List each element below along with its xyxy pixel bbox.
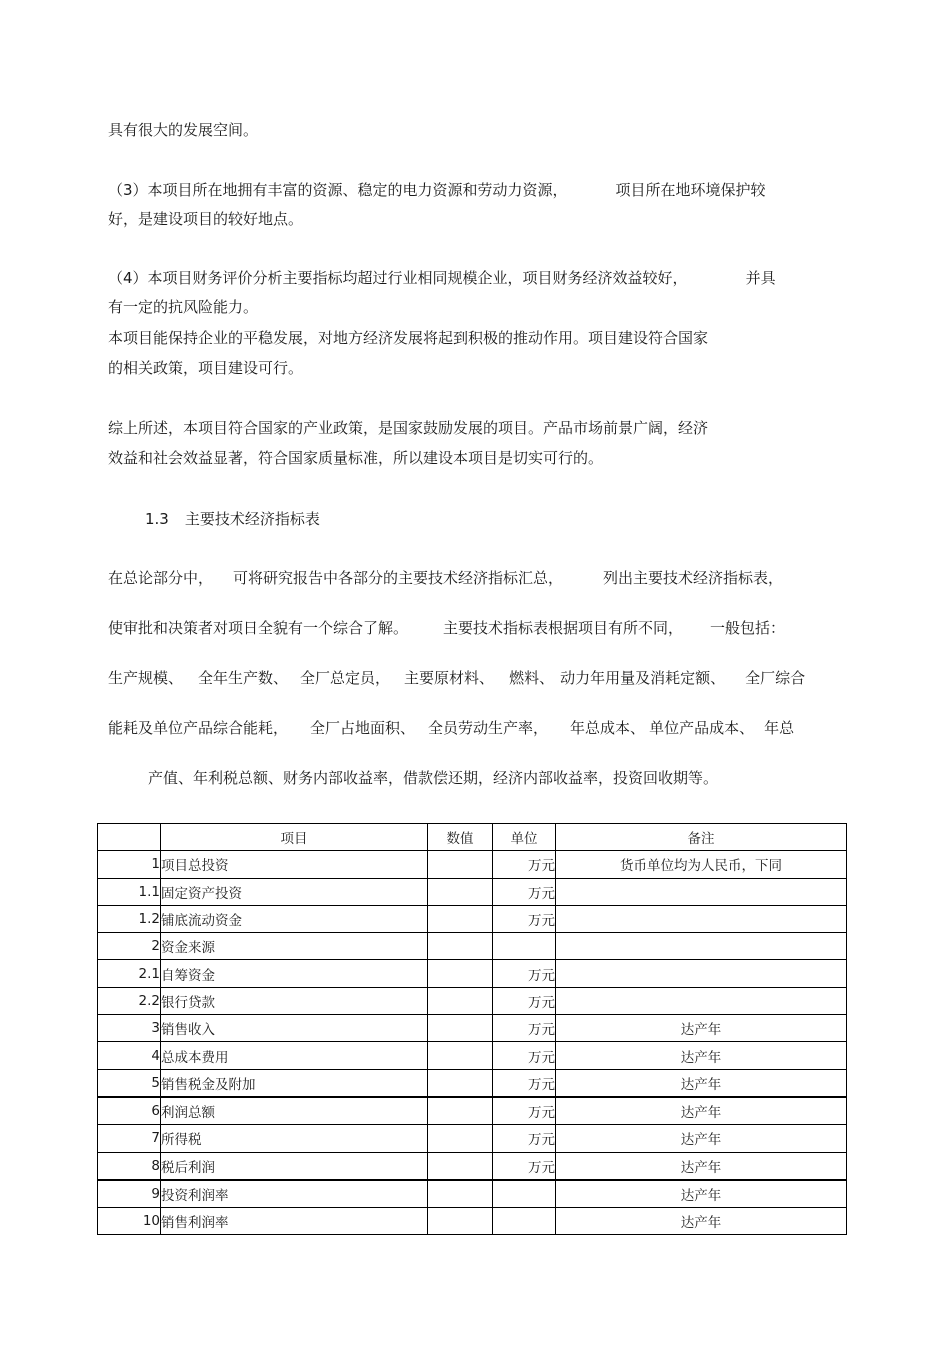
row-note-cell: 达产年 (556, 1069, 847, 1097)
row-unit-cell: 万元 (493, 851, 556, 878)
text-segment: 全员劳动生产率， (428, 719, 549, 737)
paragraph-line: 效益和社会效益显著，符合国家质量标准，所以建设本项目是切实可行的。 (108, 449, 604, 467)
body-line (108, 618, 785, 638)
text-segment: 生产规模、 (108, 669, 184, 687)
text-segment: （4）本项目财务评价分析主要指标均超过行业相同规模企业，项目财务经济效益较好， (108, 269, 688, 287)
text-segment: 可将研究报告中各部分的主要技术经济指标汇总， (233, 569, 564, 587)
row-value-cell (428, 1125, 493, 1152)
row-item-cell: 销售利润率 (161, 1208, 428, 1235)
row-note-cell: 达产年 (556, 1097, 847, 1125)
header-cell-note: 备注 (556, 824, 847, 851)
row-value-cell (428, 960, 493, 987)
row-number-cell: 8 (98, 1152, 161, 1180)
table-row (98, 1152, 847, 1180)
text-segment: 全厂总定员， (300, 669, 391, 687)
row-item-cell: 销售收入 (161, 1015, 428, 1042)
row-note-cell: 货币单位均为人民币，下同 (556, 851, 847, 878)
row-note-cell (556, 933, 847, 960)
row-unit-cell: 万元 (493, 1152, 556, 1180)
row-unit-cell: 万元 (493, 1015, 556, 1042)
row-number-cell: 6 (98, 1097, 161, 1125)
table-row (98, 1125, 847, 1152)
table-header-row (98, 824, 847, 851)
row-value-cell (428, 1180, 493, 1208)
row-item-cell: 总成本费用 (161, 1042, 428, 1069)
row-value-cell (428, 933, 493, 960)
row-note-cell (556, 905, 847, 932)
row-note-cell (556, 878, 847, 905)
row-number-cell: 2 (98, 933, 161, 960)
row-item-cell: 铺底流动资金 (161, 905, 428, 932)
row-item-cell: 利润总额 (161, 1097, 428, 1125)
row-number-cell: 1 (98, 851, 161, 878)
row-number-cell: 2.1 (98, 960, 161, 987)
text-segment: 年总 (764, 719, 795, 737)
paragraph-line: 的相关政策，项目建设可行。 (108, 359, 304, 377)
row-note-cell (556, 960, 847, 987)
header-cell-number (98, 824, 161, 851)
table-row (98, 987, 847, 1014)
row-unit-cell: 万元 (493, 960, 556, 987)
row-item-cell: 所得税 (161, 1125, 428, 1152)
table-row (98, 851, 847, 878)
row-number-cell: 1.1 (98, 878, 161, 905)
row-value-cell (428, 1208, 493, 1235)
row-unit-cell: 万元 (493, 878, 556, 905)
row-value-cell (428, 1097, 493, 1125)
row-note-cell: 达产年 (556, 1042, 847, 1069)
row-value-cell (428, 1042, 493, 1069)
paragraph-line: 具有很大的发展空间。 (108, 121, 259, 139)
row-unit-cell: 万元 (493, 1042, 556, 1069)
body-line (108, 668, 805, 688)
row-number-cell: 9 (98, 1180, 161, 1208)
section-number: 1.3 (145, 510, 169, 528)
row-item-cell: 银行贷款 (161, 987, 428, 1014)
text-segment: 一般包括： (710, 619, 786, 637)
row-value-cell (428, 905, 493, 932)
row-unit-cell: 万元 (493, 1097, 556, 1125)
row-value-cell (428, 1152, 493, 1180)
text-segment: 年总成本、 (570, 719, 646, 737)
row-item-cell: 销售税金及附加 (161, 1069, 428, 1097)
header-cell-value: 数值 (428, 824, 493, 851)
row-number-cell: 3 (98, 1015, 161, 1042)
text-segment: 动力年用量及消耗定额、 (560, 669, 726, 687)
row-note-cell: 达产年 (556, 1180, 847, 1208)
row-note-cell: 达产年 (556, 1152, 847, 1180)
text-segment: 在总论部分中， (108, 569, 214, 587)
paragraph-line: 综上所述，本项目符合国家的产业政策，是国家鼓励发展的项目。产品市场前景广阔，经济 (108, 419, 709, 437)
text-segment: 主要原材料、 (404, 669, 495, 687)
row-note-cell: 达产年 (556, 1015, 847, 1042)
text-segment: 单位产品成本、 (649, 719, 755, 737)
table-row (98, 1180, 847, 1208)
section-heading (145, 509, 320, 529)
row-item-cell: 固定资产投资 (161, 878, 428, 905)
row-number-cell: 1.2 (98, 905, 161, 932)
section-title: 主要技术经济指标表 (184, 510, 320, 528)
row-item-cell: 投资利润率 (161, 1180, 428, 1208)
text-segment: 使审批和决策者对项日全貌有一个综合了解。 (108, 619, 409, 637)
header-cell-item: 项目 (161, 824, 428, 851)
paragraph-line: 有一定的抗风险能力。 (108, 298, 259, 316)
header-cell-unit: 单位 (493, 824, 556, 851)
indicator-table (97, 823, 847, 1235)
text-segment: 并具 (745, 269, 776, 287)
table-row (98, 878, 847, 905)
table-row (98, 905, 847, 932)
row-unit-cell (493, 933, 556, 960)
row-value-cell (428, 1069, 493, 1097)
table-row (98, 1208, 847, 1235)
text-segment: 项目所在地环境保护较 (615, 181, 766, 199)
row-item-cell: 自筹资金 (161, 960, 428, 987)
row-item-cell: 税后利润 (161, 1152, 428, 1180)
row-number-cell: 2.2 (98, 987, 161, 1014)
text-segment: 全厂占地面积、 (310, 719, 416, 737)
table-row (98, 1097, 847, 1125)
row-value-cell (428, 878, 493, 905)
row-value-cell (428, 851, 493, 878)
row-unit-cell (493, 1180, 556, 1208)
row-unit-cell: 万元 (493, 1069, 556, 1097)
paragraph-line (108, 268, 776, 288)
table-row (98, 960, 847, 987)
row-item-cell: 项目总投资 (161, 851, 428, 878)
table-row (98, 1015, 847, 1042)
row-number-cell: 7 (98, 1125, 161, 1152)
row-number-cell: 5 (98, 1069, 161, 1097)
text-segment: 全厂综合 (745, 669, 806, 687)
text-segment: 列出主要技术经济指标表， (603, 569, 784, 587)
row-unit-cell (493, 1208, 556, 1235)
row-item-cell: 资金来源 (161, 933, 428, 960)
row-note-cell (556, 987, 847, 1014)
body-line (108, 718, 794, 738)
body-line: 产值、年利税总额、财务内部收益率，借款偿还期，经济内部收益率，投资回收期等。 (148, 769, 719, 787)
row-note-cell: 达产年 (556, 1208, 847, 1235)
row-unit-cell: 万元 (493, 987, 556, 1014)
paragraph-line: 本项目能保持企业的平稳发展，对地方经济发展将起到积极的推动作用。项目建设符合国家 (108, 329, 709, 347)
text-segment: （3）本项目所在地拥有丰富的资源、稳定的电力资源和劳动力资源， (108, 181, 568, 199)
row-value-cell (428, 1015, 493, 1042)
paragraph-line: 好，是建设项目的较好地点。 (108, 210, 304, 228)
text-segment: 全年生产数、 (198, 669, 289, 687)
row-unit-cell: 万元 (493, 1125, 556, 1152)
text-segment: 主要技术指标表根据项目有所不同， (443, 619, 684, 637)
row-value-cell (428, 987, 493, 1014)
row-number-cell: 10 (98, 1208, 161, 1235)
row-note-cell: 达产年 (556, 1125, 847, 1152)
row-number-cell: 4 (98, 1042, 161, 1069)
row-unit-cell: 万元 (493, 905, 556, 932)
text-segment: 燃料、 (509, 669, 555, 687)
table-row (98, 933, 847, 960)
paragraph-line (108, 180, 766, 200)
table-row (98, 1042, 847, 1069)
body-line (108, 568, 783, 588)
table-row (98, 1069, 847, 1097)
text-segment: 能耗及单位产品综合能耗， (108, 719, 289, 737)
